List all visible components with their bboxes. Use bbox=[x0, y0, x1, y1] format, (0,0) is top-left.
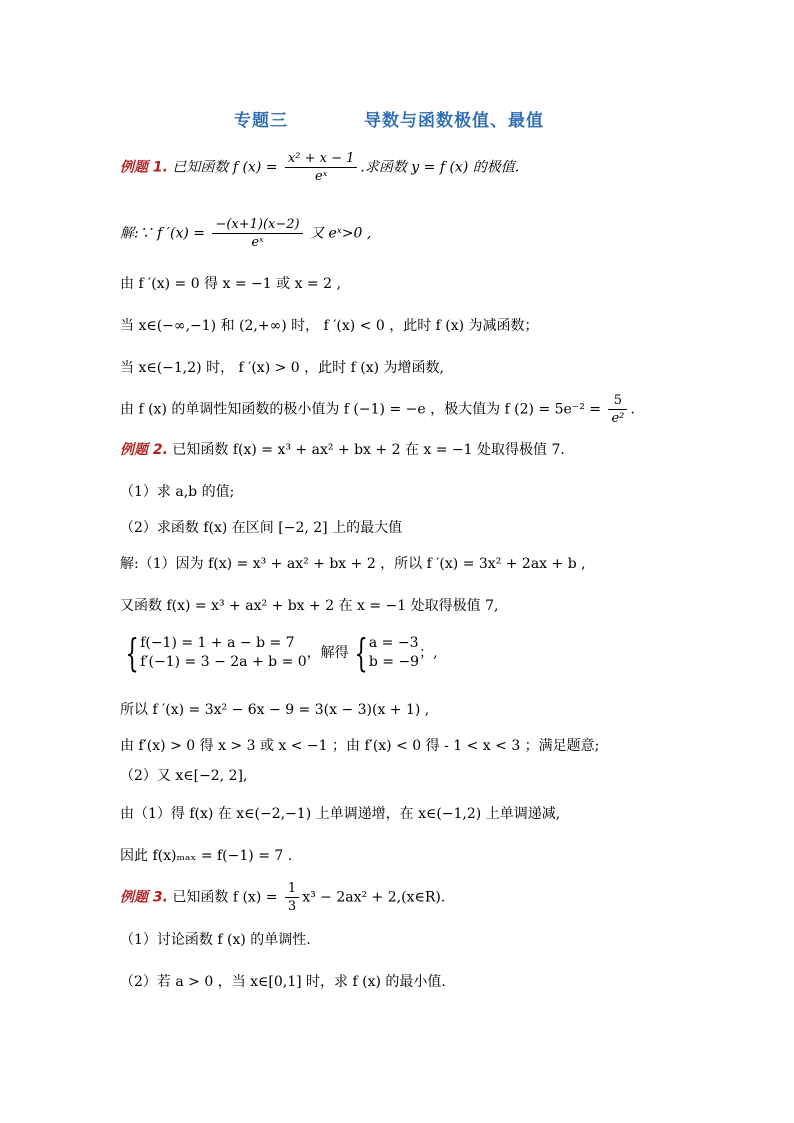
solution-1-line-1 bbox=[120, 216, 371, 251]
example-2 bbox=[120, 440, 565, 460]
example-3-question-2: （2）若 a > 0 ，当 x∈[0,1] 时，求 f (x) 的最小值. bbox=[120, 974, 446, 990]
page-title-right: 导数与函数极值、最值 bbox=[364, 111, 544, 131]
fraction-denominator: 3 bbox=[287, 899, 297, 914]
left-brace: { bbox=[354, 631, 368, 675]
solution-2-mid: ，解得 bbox=[306, 645, 349, 661]
result-b: b = −9 bbox=[368, 654, 420, 670]
solution-2-line-1: 解:（1）因为 f(x) = x³ + ax² + bx + 2 ，所以 f ′(x) = 3x² + 2ax + b , bbox=[120, 556, 586, 572]
example-1-post: .求函数 y = f (x) 的极值. bbox=[360, 159, 520, 176]
solution-2-line-4: 所以 f ′(x) = 3x² − 6x − 9 = 3(x − 3)(x + 1) , bbox=[120, 702, 430, 718]
solution-2-tail: ；, bbox=[419, 645, 438, 661]
solution-1-line-2: 由 f ′(x) = 0 得 x = −1 或 x = 2 , bbox=[120, 276, 341, 292]
equation-system-1 bbox=[140, 634, 306, 672]
left-brace: { bbox=[125, 631, 139, 675]
solution-2-line-2: 又函数 f(x) = x³ + ax² + bx + 2 在 x = −1 处取得极值 7, bbox=[120, 598, 499, 614]
example-1-fraction bbox=[285, 150, 357, 185]
solution-1-line-3: 当 x∈(−∞,−1) 和 (2,+∞) 时， f ′(x) < 0 ，此时 f (x) 为减函数； bbox=[120, 318, 539, 334]
solution-2-line-7: 由（1）得 f(x) 在 x∈(−2,−1) 上单调递增，在 x∈(−1,2) 上单调递减, bbox=[120, 806, 561, 822]
example-1 bbox=[120, 150, 519, 185]
fraction-denominator: eˣ bbox=[251, 235, 264, 250]
solution-1-line-5-pre: 由 f (x) 的单调性知函数的极小值为 f (−1) = −e ，极大值为 f (2) = 5e⁻² = bbox=[120, 401, 606, 418]
example-3 bbox=[120, 880, 445, 915]
equation-2: f′(−1) = 3 − 2a + b = 0 bbox=[140, 654, 307, 670]
example-3-fraction bbox=[285, 880, 299, 915]
solution-1-line-5-post: . bbox=[630, 401, 635, 418]
example-2-question-2: （2）求函数 f(x) 在区间 [−2, 2] 上的最大值 bbox=[120, 520, 403, 536]
fraction-numerator: 1 bbox=[285, 880, 299, 898]
example-3-question-1: （1）讨论函数 f (x) 的单调性. bbox=[120, 932, 311, 948]
solution-2-line-8: 因此 f(x)ₘₐₓ = f(−1) = 7 . bbox=[120, 848, 293, 864]
example-2-label: 例题 2. bbox=[120, 442, 168, 458]
example-3-label: 例题 3. bbox=[120, 889, 168, 906]
page-title-left: 专题三 bbox=[234, 111, 288, 131]
example-3-post: x³ − 2ax² + 2,(x∈R). bbox=[302, 889, 446, 906]
example-2-question-1: （1）求 a,b 的值; bbox=[120, 484, 235, 500]
solution-1-line-5 bbox=[120, 392, 635, 427]
example-2-text: 已知函数 f(x) = x³ + ax² + bx + 2 在 x = −1 处取得极值 7. bbox=[167, 442, 565, 458]
solution-1-pre: 解:∵ f ′(x) = bbox=[120, 225, 210, 242]
fraction-denominator: e² bbox=[611, 411, 625, 426]
solution-1-fraction bbox=[212, 216, 302, 251]
result-a: a = −3 bbox=[368, 635, 419, 651]
example-1-label: 例题 1. bbox=[120, 159, 168, 176]
fraction-denominator: eˣ bbox=[315, 169, 328, 184]
solution-1-line-4: 当 x∈(−1,2) 时， f ′(x) > 0 ，此时 f (x) 为增函数, bbox=[120, 360, 444, 376]
solution-2-line-6: （2）又 x∈[−2, 2], bbox=[120, 768, 248, 784]
equation-system-2 bbox=[369, 634, 419, 672]
example-3-pre: 已知函数 f (x) = bbox=[167, 889, 282, 906]
solution-1-post: 又 eˣ>0 , bbox=[305, 225, 372, 242]
fraction-numerator: x² + x − 1 bbox=[285, 150, 357, 168]
example-1-pre: 已知函数 f (x) = bbox=[167, 159, 282, 176]
fraction-numerator: 5 bbox=[608, 392, 627, 410]
equation-1: f(−1) = 1 + a − b = 7 bbox=[140, 635, 295, 651]
fraction-numerator: −(x+1)(x−2) bbox=[212, 216, 302, 234]
solution-2-system bbox=[120, 631, 438, 675]
solution-2-line-5: 由 f′(x) > 0 得 x > 3 或 x < −1 ；由 f′(x) < 0 得 - 1 < x < 3 ；满足题意; bbox=[120, 738, 600, 754]
solution-1-line-5-fraction bbox=[608, 392, 627, 427]
